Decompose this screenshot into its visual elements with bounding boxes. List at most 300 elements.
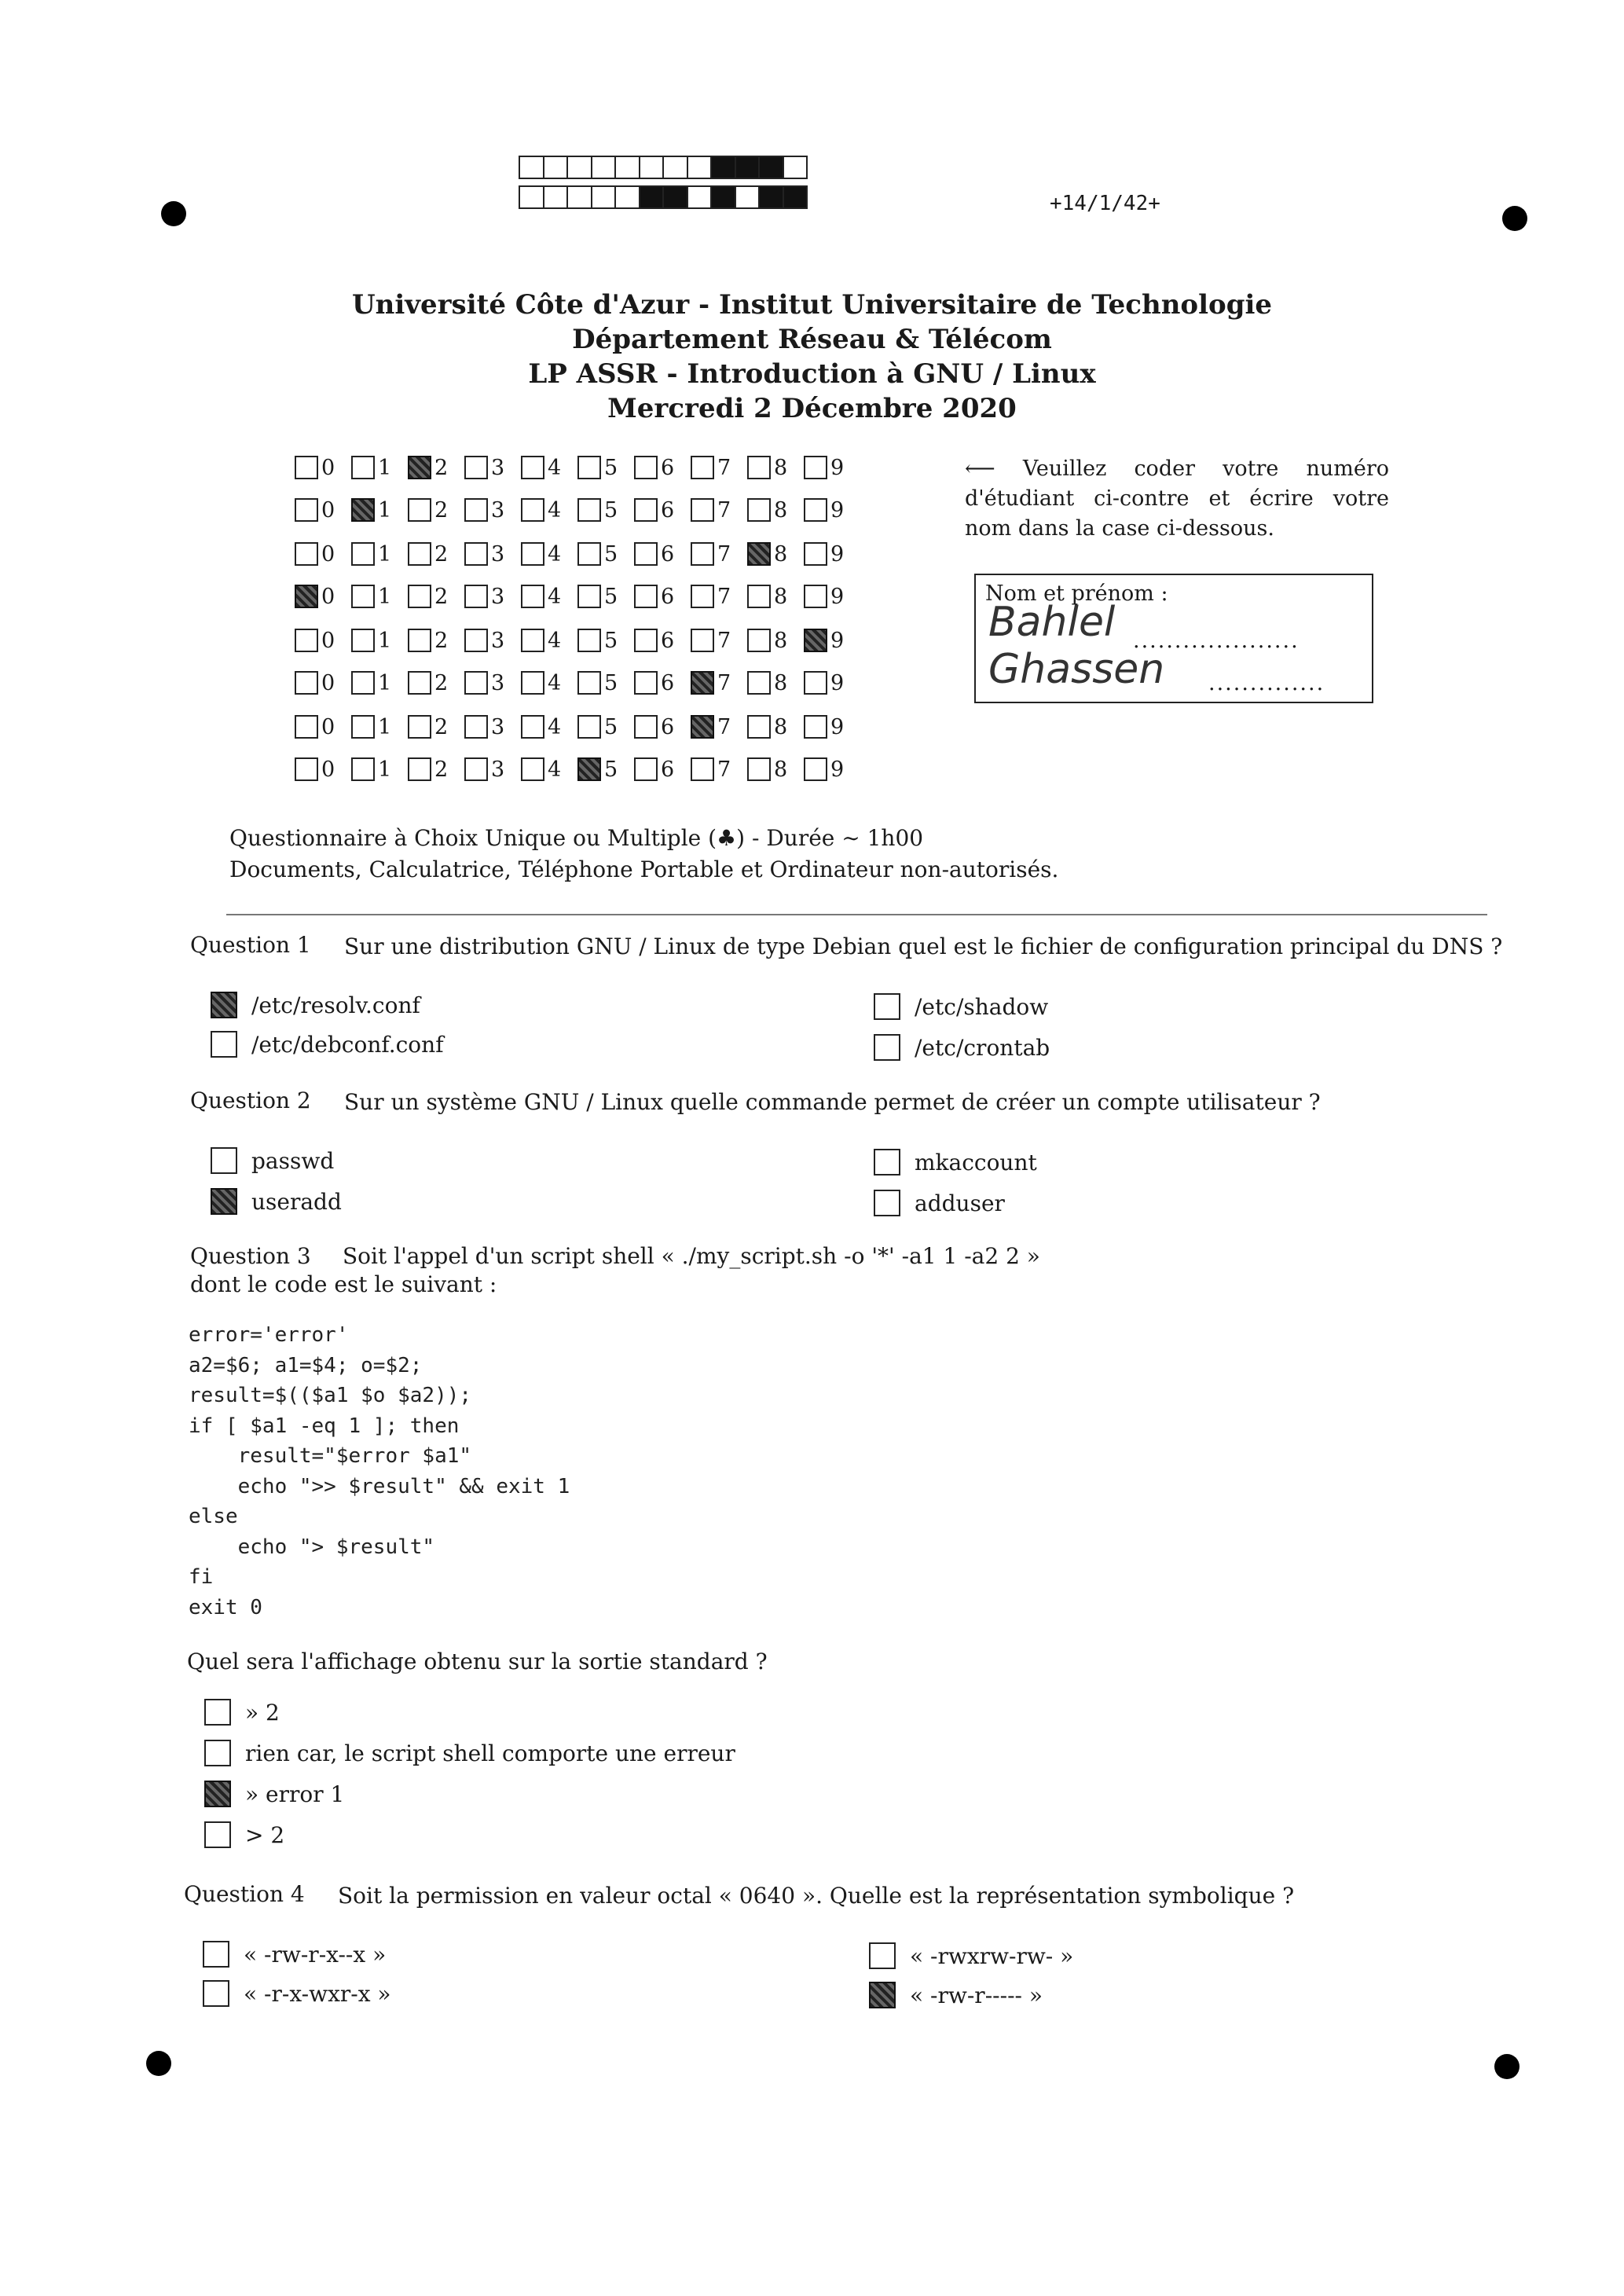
digit-cell[interactable] bbox=[464, 756, 521, 783]
digit-label: 8 bbox=[774, 714, 788, 739]
registration-mark-bottom-left bbox=[146, 2051, 171, 2076]
digit-label: 3 bbox=[491, 628, 505, 653]
digit-label: 4 bbox=[548, 584, 562, 609]
digit-checkbox[interactable] bbox=[351, 456, 375, 479]
digit-cell[interactable] bbox=[521, 627, 577, 654]
digit-cell[interactable] bbox=[634, 454, 691, 481]
digit-checkbox[interactable] bbox=[747, 757, 771, 781]
digit-label: 1 bbox=[378, 628, 392, 653]
digit-checkbox[interactable] bbox=[521, 542, 544, 566]
digit-cell[interactable] bbox=[295, 627, 351, 654]
barcode-cell bbox=[760, 187, 784, 207]
q3-option-c[interactable]: » error 1 bbox=[204, 1781, 344, 1807]
digit-checkbox[interactable] bbox=[634, 456, 658, 479]
digit-cell[interactable] bbox=[634, 583, 691, 610]
header-department: Département Réseau & Télécom bbox=[572, 324, 1052, 355]
checkbox[interactable] bbox=[874, 993, 900, 1020]
digit-cell[interactable] bbox=[464, 583, 521, 610]
digit-cell[interactable] bbox=[577, 583, 634, 610]
digit-checkbox[interactable] bbox=[464, 671, 488, 695]
digit-checkbox[interactable] bbox=[521, 585, 544, 608]
digit-checkbox[interactable] bbox=[577, 542, 601, 566]
digit-cell[interactable] bbox=[464, 454, 521, 481]
digit-cell[interactable] bbox=[464, 627, 521, 654]
barcode-cell bbox=[712, 157, 736, 178]
digit-cell[interactable] bbox=[408, 713, 464, 740]
checkbox[interactable] bbox=[204, 1740, 231, 1766]
digit-checkbox[interactable] bbox=[295, 671, 318, 695]
digit-label: 2 bbox=[434, 455, 449, 480]
digit-checkbox[interactable] bbox=[521, 715, 544, 739]
digit-checkbox[interactable] bbox=[408, 498, 431, 522]
digit-label: 1 bbox=[378, 455, 392, 480]
q1-option-c[interactable]: /etc/shadow bbox=[874, 993, 1048, 1020]
digit-label: 1 bbox=[378, 497, 392, 523]
digit-cell[interactable] bbox=[577, 713, 634, 740]
q3-text: Soit l'appel d'un script shell « ./my_script.sh -o '*' -a1 1 -a2 2 » bbox=[343, 1243, 1040, 1269]
q3-option-d[interactable]: > 2 bbox=[204, 1821, 284, 1848]
digit-checkbox[interactable] bbox=[691, 757, 714, 781]
barcode-cell bbox=[520, 157, 544, 178]
digit-label: 3 bbox=[491, 497, 505, 523]
digit-checkbox[interactable] bbox=[464, 757, 488, 781]
barcode-cell bbox=[520, 187, 544, 207]
digit-label: 7 bbox=[717, 670, 731, 695]
checkbox[interactable] bbox=[204, 1781, 231, 1807]
digit-checkbox[interactable] bbox=[747, 585, 771, 608]
digit-checkbox[interactable] bbox=[747, 629, 771, 652]
checkbox[interactable] bbox=[874, 1034, 900, 1061]
digit-cell[interactable] bbox=[634, 669, 691, 696]
q4-option-a[interactable]: « -rw-r-x--x » bbox=[203, 1941, 386, 1968]
digit-label: 1 bbox=[378, 541, 392, 567]
digit-checkbox[interactable] bbox=[351, 629, 375, 652]
digit-cell[interactable] bbox=[408, 497, 464, 523]
digit-checkbox[interactable] bbox=[464, 715, 488, 739]
digit-cell[interactable] bbox=[521, 541, 577, 567]
digit-label: 1 bbox=[378, 584, 392, 609]
digit-checkbox[interactable] bbox=[464, 542, 488, 566]
digit-cell[interactable] bbox=[691, 454, 747, 481]
q1-option-d[interactable]: /etc/crontab bbox=[874, 1034, 1050, 1061]
digit-label: 6 bbox=[661, 670, 675, 695]
barcode-bottom bbox=[519, 185, 808, 209]
digit-label: 7 bbox=[717, 584, 731, 609]
digit-checkbox[interactable] bbox=[295, 456, 318, 479]
digit-label: 2 bbox=[434, 670, 449, 695]
digit-cell[interactable] bbox=[295, 756, 351, 783]
name-box-label: Nom et prénom : bbox=[985, 581, 1168, 606]
digit-cell[interactable] bbox=[351, 627, 408, 654]
checkbox[interactable] bbox=[204, 1699, 231, 1726]
digit-label: 0 bbox=[321, 541, 335, 567]
digit-checkbox[interactable] bbox=[577, 585, 601, 608]
barcode-cell bbox=[664, 187, 688, 207]
digit-checkbox[interactable] bbox=[634, 715, 658, 739]
q2-option-c[interactable]: mkaccount bbox=[874, 1149, 1037, 1176]
digit-label: 8 bbox=[774, 670, 788, 695]
digit-label: 2 bbox=[434, 628, 449, 653]
digit-cell[interactable] bbox=[691, 627, 747, 654]
q3-code-block: error='error' a2=$6; a1=$4; o=$2; result=$(($a1 $o $a2)); if [ $a1 -eq 1 ]; then result="$error $a1" echo ">> $result" && exit 1 else echo "> $result" fi exit 0 bbox=[189, 1323, 570, 1619]
digit-cell[interactable] bbox=[804, 541, 860, 567]
barcode-cell bbox=[568, 187, 592, 207]
digit-checkbox[interactable] bbox=[521, 671, 544, 695]
digit-checkbox[interactable] bbox=[577, 671, 601, 695]
digit-cell[interactable] bbox=[747, 497, 804, 523]
checkbox[interactable] bbox=[874, 1149, 900, 1176]
digit-checkbox[interactable] bbox=[295, 757, 318, 781]
digit-cell[interactable] bbox=[691, 497, 747, 523]
digit-label: 9 bbox=[830, 497, 845, 523]
digit-cell[interactable] bbox=[577, 541, 634, 567]
barcode-cell bbox=[664, 157, 688, 178]
digit-label: 4 bbox=[548, 541, 562, 567]
digit-label: 4 bbox=[548, 714, 562, 739]
digit-label: 9 bbox=[830, 584, 845, 609]
q2-option-d[interactable]: adduser bbox=[874, 1190, 1005, 1216]
barcode-top bbox=[519, 156, 808, 179]
digit-label: 3 bbox=[491, 757, 505, 782]
digit-cell[interactable] bbox=[691, 713, 747, 740]
q2-label: Question 2 bbox=[190, 1087, 311, 1113]
digit-checkbox[interactable] bbox=[577, 456, 601, 479]
digit-checkbox[interactable] bbox=[747, 671, 771, 695]
digit-label: 7 bbox=[717, 541, 731, 567]
checkbox[interactable] bbox=[211, 1188, 237, 1215]
digit-cell[interactable] bbox=[351, 583, 408, 610]
name-box bbox=[974, 574, 1373, 703]
header-university: Université Côte d'Azur - Institut Universitaire de Technologie bbox=[351, 289, 1273, 321]
barcode-cell bbox=[616, 157, 640, 178]
digit-checkbox[interactable] bbox=[804, 671, 827, 695]
digit-checkbox[interactable] bbox=[804, 585, 827, 608]
digit-checkbox[interactable] bbox=[577, 757, 601, 781]
q2-option-b[interactable]: useradd bbox=[211, 1188, 342, 1215]
q2-option-a[interactable]: passwd bbox=[211, 1147, 334, 1174]
student-number-row bbox=[295, 583, 860, 610]
q1-text: Sur une distribution GNU / Linux de type Debian quel est le fichier de configuration principal du DNS ? bbox=[344, 933, 1503, 959]
digit-checkbox[interactable] bbox=[577, 629, 601, 652]
digit-cell[interactable] bbox=[464, 541, 521, 567]
digit-cell[interactable] bbox=[804, 627, 860, 654]
digit-label: 5 bbox=[604, 670, 618, 695]
digit-label: 6 bbox=[661, 757, 675, 782]
barcode-cell bbox=[784, 187, 807, 207]
digit-label: 4 bbox=[548, 757, 562, 782]
digit-checkbox[interactable] bbox=[351, 715, 375, 739]
digit-checkbox[interactable] bbox=[295, 498, 318, 522]
digit-cell[interactable] bbox=[351, 756, 408, 783]
digit-cell[interactable] bbox=[408, 541, 464, 567]
digit-checkbox[interactable] bbox=[521, 629, 544, 652]
digit-cell[interactable] bbox=[577, 454, 634, 481]
digit-label: 7 bbox=[717, 455, 731, 480]
digit-cell[interactable] bbox=[691, 541, 747, 567]
digit-cell[interactable] bbox=[351, 454, 408, 481]
digit-label: 6 bbox=[661, 541, 675, 567]
digit-cell[interactable] bbox=[577, 497, 634, 523]
digit-checkbox[interactable] bbox=[691, 715, 714, 739]
digit-checkbox[interactable] bbox=[295, 715, 318, 739]
digit-checkbox[interactable] bbox=[634, 542, 658, 566]
checkbox[interactable] bbox=[874, 1190, 900, 1216]
barcode-cell bbox=[592, 157, 617, 178]
digit-checkbox[interactable] bbox=[691, 671, 714, 695]
digit-cell[interactable] bbox=[747, 713, 804, 740]
barcode-cell bbox=[544, 157, 569, 178]
q1-label: Question 1 bbox=[190, 932, 311, 958]
q4-option-b[interactable]: « -r-x-wxr-x » bbox=[203, 1980, 391, 2007]
digit-checkbox[interactable] bbox=[634, 671, 658, 695]
digit-checkbox[interactable] bbox=[747, 542, 771, 566]
digit-checkbox[interactable] bbox=[464, 585, 488, 608]
exam-info-line2: Documents, Calculatrice, Téléphone Portable et Ordinateur non-autorisés. bbox=[229, 856, 1059, 882]
digit-checkbox[interactable] bbox=[408, 671, 431, 695]
digit-cell[interactable] bbox=[464, 713, 521, 740]
digit-checkbox[interactable] bbox=[408, 542, 431, 566]
barcode-cell bbox=[760, 157, 784, 178]
registration-mark-top-right bbox=[1502, 206, 1527, 231]
digit-checkbox[interactable] bbox=[351, 498, 375, 522]
checkbox[interactable] bbox=[203, 1941, 229, 1968]
q3-option-b[interactable]: rien car, le script shell comporte une erreur bbox=[204, 1740, 735, 1766]
digit-checkbox[interactable] bbox=[691, 585, 714, 608]
digit-label: 1 bbox=[378, 670, 392, 695]
digit-checkbox[interactable] bbox=[747, 715, 771, 739]
registration-mark-top-left bbox=[161, 201, 186, 226]
digit-checkbox[interactable] bbox=[464, 498, 488, 522]
digit-cell[interactable] bbox=[577, 756, 634, 783]
digit-label: 2 bbox=[434, 497, 449, 523]
digit-label: 5 bbox=[604, 455, 618, 480]
digit-label: 8 bbox=[774, 584, 788, 609]
digit-cell[interactable] bbox=[408, 756, 464, 783]
digit-cell[interactable] bbox=[408, 669, 464, 696]
digit-cell[interactable] bbox=[351, 497, 408, 523]
digit-label: 9 bbox=[830, 541, 845, 567]
digit-label: 7 bbox=[717, 714, 731, 739]
digit-cell[interactable] bbox=[804, 756, 860, 783]
digit-cell[interactable] bbox=[295, 583, 351, 610]
digit-cell[interactable] bbox=[634, 756, 691, 783]
digit-checkbox[interactable] bbox=[295, 585, 318, 608]
digit-checkbox[interactable] bbox=[747, 456, 771, 479]
digit-cell[interactable] bbox=[351, 713, 408, 740]
digit-cell[interactable] bbox=[295, 497, 351, 523]
digit-label: 3 bbox=[491, 670, 505, 695]
digit-cell[interactable] bbox=[747, 627, 804, 654]
digit-label: 3 bbox=[491, 541, 505, 567]
digit-checkbox[interactable] bbox=[804, 715, 827, 739]
digit-checkbox[interactable] bbox=[408, 715, 431, 739]
checkbox[interactable] bbox=[869, 1942, 896, 1969]
digit-checkbox[interactable] bbox=[521, 456, 544, 479]
digit-label: 5 bbox=[604, 714, 618, 739]
digit-cell[interactable] bbox=[521, 497, 577, 523]
digit-cell[interactable] bbox=[747, 541, 804, 567]
digit-label: 8 bbox=[774, 628, 788, 653]
digit-cell[interactable] bbox=[295, 454, 351, 481]
digit-checkbox[interactable] bbox=[804, 757, 827, 781]
digit-label: 0 bbox=[321, 455, 335, 480]
handwritten-first-name[interactable]: Ghassen bbox=[988, 646, 1165, 693]
digit-checkbox[interactable] bbox=[577, 715, 601, 739]
digit-cell[interactable] bbox=[408, 583, 464, 610]
digit-cell[interactable] bbox=[295, 713, 351, 740]
digit-checkbox[interactable] bbox=[804, 542, 827, 566]
digit-checkbox[interactable] bbox=[351, 585, 375, 608]
digit-label: 3 bbox=[491, 455, 505, 480]
digit-label: 4 bbox=[548, 628, 562, 653]
digit-checkbox[interactable] bbox=[691, 542, 714, 566]
digit-cell[interactable] bbox=[634, 497, 691, 523]
digit-checkbox[interactable] bbox=[804, 456, 827, 479]
student-number-row bbox=[295, 713, 860, 740]
digit-label: 5 bbox=[604, 541, 618, 567]
digit-checkbox[interactable] bbox=[295, 542, 318, 566]
digit-label: 2 bbox=[434, 541, 449, 567]
q1-option-b[interactable]: /etc/debconf.conf bbox=[211, 1031, 444, 1058]
student-number-row bbox=[295, 669, 860, 696]
q4-option-c[interactable]: « -rwxrw-rw- » bbox=[869, 1942, 1073, 1969]
digit-cell[interactable] bbox=[521, 669, 577, 696]
digit-checkbox[interactable] bbox=[295, 629, 318, 652]
digit-label: 9 bbox=[830, 757, 845, 782]
q1-option-a[interactable]: /etc/resolv.conf bbox=[211, 992, 420, 1018]
digit-checkbox[interactable] bbox=[408, 456, 431, 479]
digit-cell[interactable] bbox=[351, 669, 408, 696]
digit-label: 0 bbox=[321, 628, 335, 653]
digit-checkbox[interactable] bbox=[408, 757, 431, 781]
barcode-cell bbox=[592, 187, 617, 207]
q4-option-d[interactable]: « -rw-r----- » bbox=[869, 1982, 1043, 2008]
digit-label: 3 bbox=[491, 584, 505, 609]
digit-label: 5 bbox=[604, 757, 618, 782]
digit-cell[interactable] bbox=[804, 583, 860, 610]
digit-cell[interactable] bbox=[577, 627, 634, 654]
digit-cell[interactable] bbox=[295, 669, 351, 696]
digit-checkbox[interactable] bbox=[804, 629, 827, 652]
digit-cell[interactable] bbox=[691, 583, 747, 610]
digit-cell[interactable] bbox=[295, 541, 351, 567]
digit-label: 2 bbox=[434, 714, 449, 739]
student-number-row bbox=[295, 497, 860, 523]
digit-checkbox[interactable] bbox=[634, 629, 658, 652]
digit-label: 6 bbox=[661, 714, 675, 739]
checkbox[interactable] bbox=[204, 1821, 231, 1848]
handwritten-last-name[interactable]: Bahlel bbox=[988, 599, 1116, 646]
checkbox[interactable] bbox=[869, 1982, 896, 2008]
digit-cell[interactable] bbox=[804, 454, 860, 481]
digit-label: 5 bbox=[604, 584, 618, 609]
digit-checkbox[interactable] bbox=[351, 757, 375, 781]
digit-checkbox[interactable] bbox=[691, 498, 714, 522]
digit-checkbox[interactable] bbox=[408, 629, 431, 652]
checkbox[interactable] bbox=[211, 1031, 237, 1058]
digit-label: 8 bbox=[774, 497, 788, 523]
digit-cell[interactable] bbox=[521, 756, 577, 783]
digit-cell[interactable] bbox=[464, 497, 521, 523]
barcode-cell bbox=[736, 187, 761, 207]
digit-cell[interactable] bbox=[634, 627, 691, 654]
student-number-row bbox=[295, 454, 860, 481]
header-course: LP ASSR - Introduction à GNU / Linux bbox=[528, 358, 1096, 390]
barcode-cell bbox=[712, 187, 736, 207]
digit-cell[interactable] bbox=[747, 454, 804, 481]
name-dots-1: .................... bbox=[1133, 629, 1300, 653]
digit-cell[interactable] bbox=[521, 454, 577, 481]
checkbox[interactable] bbox=[203, 1980, 229, 2007]
digit-cell[interactable] bbox=[747, 583, 804, 610]
digit-cell[interactable] bbox=[408, 627, 464, 654]
digit-checkbox[interactable] bbox=[351, 542, 375, 566]
digit-checkbox[interactable] bbox=[521, 757, 544, 781]
digit-label: 1 bbox=[378, 757, 392, 782]
digit-cell[interactable] bbox=[408, 454, 464, 481]
digit-checkbox[interactable] bbox=[691, 629, 714, 652]
digit-label: 5 bbox=[604, 497, 618, 523]
digit-cell[interactable] bbox=[804, 713, 860, 740]
digit-cell[interactable] bbox=[521, 713, 577, 740]
digit-cell[interactable] bbox=[634, 541, 691, 567]
digit-checkbox[interactable] bbox=[577, 498, 601, 522]
checkbox[interactable] bbox=[211, 992, 237, 1018]
digit-label: 4 bbox=[548, 455, 562, 480]
checkbox[interactable] bbox=[211, 1147, 237, 1174]
barcode-cell bbox=[640, 187, 665, 207]
digit-label: 6 bbox=[661, 628, 675, 653]
q3-text2: dont le code est le suivant : bbox=[190, 1271, 497, 1297]
digit-checkbox[interactable] bbox=[408, 585, 431, 608]
digit-checkbox[interactable] bbox=[351, 671, 375, 695]
digit-cell[interactable] bbox=[747, 756, 804, 783]
digit-label: 8 bbox=[774, 541, 788, 567]
digit-label: 5 bbox=[604, 628, 618, 653]
student-number-row bbox=[295, 541, 860, 567]
digit-checkbox[interactable] bbox=[464, 456, 488, 479]
instructions: ⟵ Veuillez coder votre numéro d'étudiant ci-contre et écrire votre nom dans la case ci-dessous. bbox=[965, 457, 1389, 541]
digit-checkbox[interactable] bbox=[691, 456, 714, 479]
q3-option-a[interactable]: » 2 bbox=[204, 1699, 280, 1726]
digit-cell[interactable] bbox=[634, 713, 691, 740]
digit-cell[interactable] bbox=[804, 497, 860, 523]
digit-checkbox[interactable] bbox=[521, 498, 544, 522]
digit-cell[interactable] bbox=[351, 541, 408, 567]
digit-cell[interactable] bbox=[804, 669, 860, 696]
digit-label: 9 bbox=[830, 455, 845, 480]
digit-checkbox[interactable] bbox=[747, 498, 771, 522]
digit-checkbox[interactable] bbox=[634, 585, 658, 608]
digit-checkbox[interactable] bbox=[634, 757, 658, 781]
digit-cell[interactable] bbox=[464, 669, 521, 696]
digit-checkbox[interactable] bbox=[804, 498, 827, 522]
q4-label: Question 4 bbox=[184, 1881, 305, 1907]
barcode-cell bbox=[568, 157, 592, 178]
digit-label: 3 bbox=[491, 714, 505, 739]
digit-cell[interactable] bbox=[521, 583, 577, 610]
digit-cell[interactable] bbox=[691, 756, 747, 783]
digit-label: 8 bbox=[774, 757, 788, 782]
digit-label: 7 bbox=[717, 757, 731, 782]
student-number-row bbox=[295, 756, 860, 783]
digit-cell[interactable] bbox=[691, 669, 747, 696]
barcode-cell bbox=[616, 187, 640, 207]
digit-checkbox[interactable] bbox=[464, 629, 488, 652]
digit-checkbox[interactable] bbox=[634, 498, 658, 522]
digit-cell[interactable] bbox=[747, 669, 804, 696]
digit-cell[interactable] bbox=[577, 669, 634, 696]
